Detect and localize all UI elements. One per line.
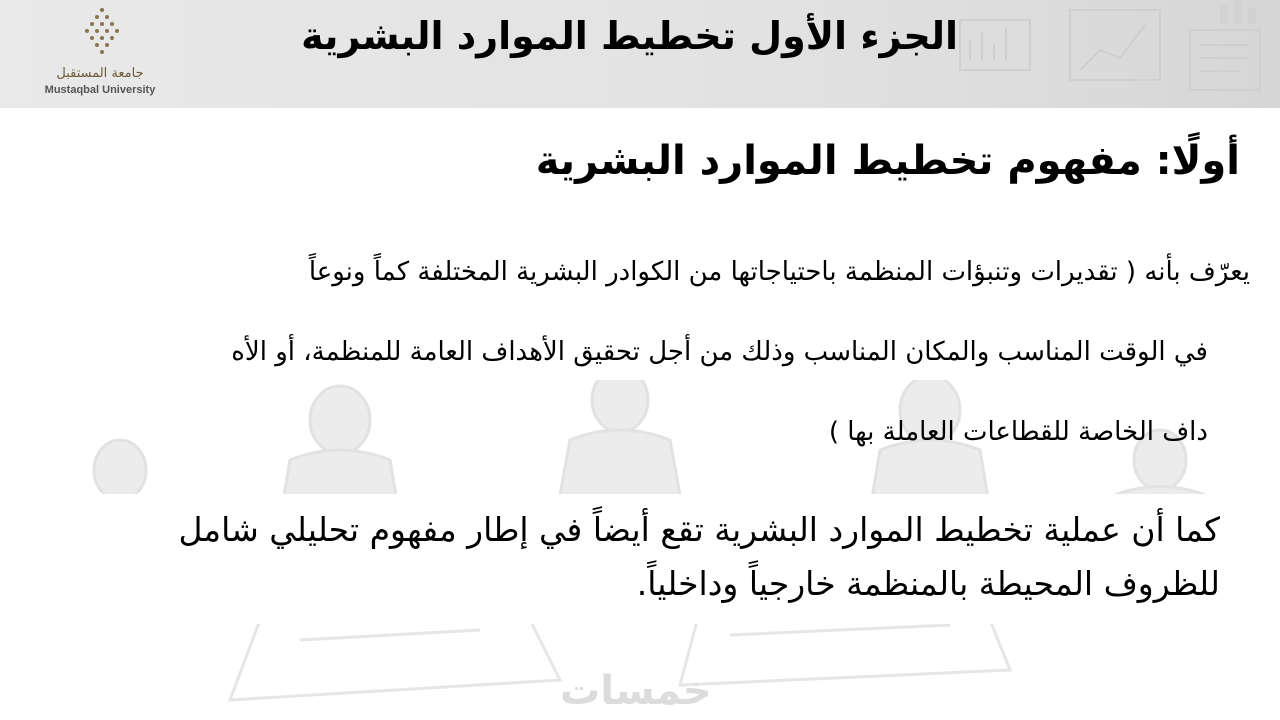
- definition-line-1: يعرّف بأنه ( تقديرات وتنبؤات المنظمة باحتياجاتها من الكوادر البشرية المختلفة كماً ونوعاً: [308, 257, 1250, 287]
- section-heading: أولًا: مفهوم تخطيط الموارد البشرية: [535, 138, 1240, 184]
- watermark: خمسات: [560, 668, 712, 714]
- logo-english-name: Mustaqbal University: [44, 84, 156, 96]
- definition-line-2: في الوقت المناسب والمكان المناسب وذلك من أجل تحقيق الأهداف العامة للمنظمة، أو الأه: [231, 337, 1208, 367]
- callout-line-2: للظروف المحيطة بالمنظمة خارجياً وداخلياً.: [636, 564, 1220, 603]
- callout-box: [58, 494, 1238, 624]
- definition-line-3: داف الخاصة للقطاعات العاملة بها ): [828, 417, 1208, 447]
- slide-title: الجزء الأول تخطيط الموارد البشرية: [301, 14, 958, 58]
- header-decoration: [920, 0, 1280, 108]
- slide-header: [0, 0, 1280, 108]
- university-logo-icon: [82, 6, 122, 62]
- university-logo: [40, 6, 170, 102]
- logo-arabic-name: جامعة المستقبل: [56, 66, 144, 81]
- callout-line-1: كما أن عملية تخطيط الموارد البشرية تقع أيضاً في إطار مفهوم تحليلي شامل: [178, 510, 1220, 549]
